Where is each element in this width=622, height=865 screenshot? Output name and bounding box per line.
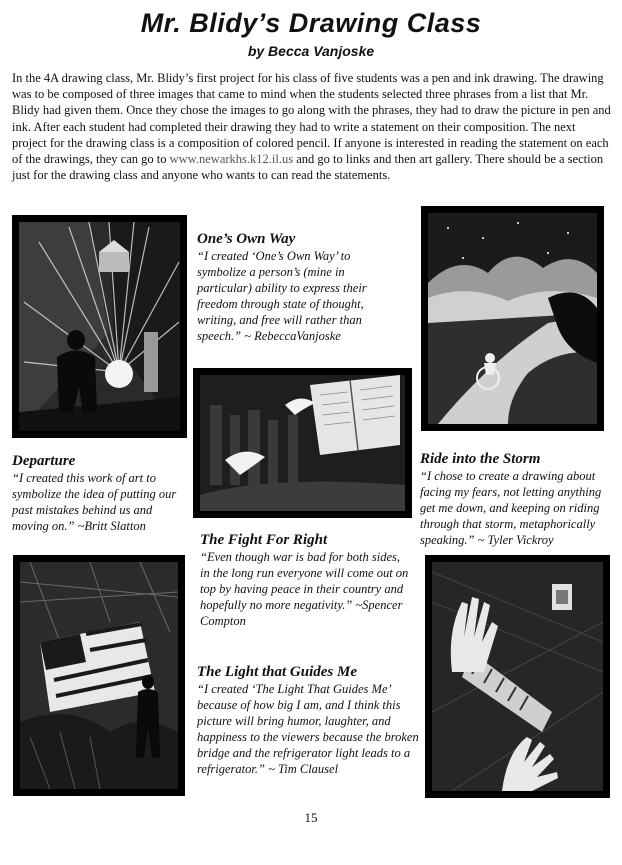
ones-own-way-drawing	[200, 375, 405, 511]
artwork-statement: “Even though war is bad for both sides, in the long run everyone will come out on top by having peace in their country and hopefully no more negativity.” ~Spencer Compton	[200, 550, 409, 628]
byline: by Becca Vanjoske	[247, 43, 375, 59]
artwork-statement: “I created ‘The Light That Guides Me’ because of how big I am, and I think this picture will bring humor, laughter, and happiness to the viewers because the broken bridge and the refrigerator light leads to a refrigerator.” ~ Tim Clausel	[197, 682, 419, 776]
intro-text-before-url: In the 4A drawing class, Mr. Blidy’s first project for his class of five students was a pen and ink drawing. The drawing was to be composed of three images that came to mind when the students selected three phrases from a list that Mr. Blidy had given them. Once they chose the images to go along with the phrases, they had to draw the picture in pen and ink. After each student had completed their drawing they had to write a statement on their composition. The next project for the drawing class is a composition of colored pencil. If anyone is interested in reading the statement on each of the drawings, they can go to	[12, 71, 611, 167]
the-light-that-guides-me-drawing	[432, 562, 603, 791]
artwork-ride-into-the-storm	[421, 206, 604, 431]
intro-paragraph	[12, 70, 612, 183]
artwork-statement: “I chose to create a drawing about facing my fears, not letting anything get me down, and keeping on riding through that storm, metaphorically speaking.” ~ Tyler Vickroy	[420, 469, 602, 547]
page-title: Mr. Blidy’s Drawing Class	[140, 8, 482, 38]
artwork-title: One’s Own Way	[197, 231, 296, 247]
artwork-departure	[12, 215, 187, 438]
caption-the-fight-for-right	[200, 531, 410, 629]
artwork-title: Departure	[12, 453, 76, 469]
caption-ones-own-way	[197, 230, 397, 344]
caption-departure	[12, 452, 192, 534]
artwork-the-light-that-guides-me	[425, 555, 610, 798]
the-fight-for-right-drawing	[20, 562, 178, 789]
artwork-title: Ride into the Storm	[420, 451, 541, 467]
artwork-the-fight-for-right	[13, 555, 185, 796]
gallery-link[interactable]: www.newarkhs.k12.il.us	[169, 152, 294, 167]
artwork-statement: “I created ‘One’s Own Way’ to symbolize a person’s (mine in particular) ability to express their freedom through state of thought, writing, and free will rather than speech.” ~ RebeccaVanjoske	[197, 249, 367, 343]
caption-the-light-that-guides-me	[197, 663, 422, 777]
page-number: 15	[304, 810, 318, 825]
artwork-title: The Fight For Right	[200, 532, 328, 548]
artwork-statement: “I created this work of art to symbolize the idea of putting our past mistakes behind us and moving on.” ~Britt Slatton	[12, 471, 177, 533]
caption-ride-into-the-storm	[420, 450, 610, 548]
artwork-title: The Light that Guides Me	[197, 664, 358, 680]
intro-text-after-url: and go to links and then art gallery. There should be a section just for the drawing class and anyone who wants to can read the statements.	[12, 152, 604, 183]
departure-drawing	[19, 222, 180, 431]
ride-into-the-storm-drawing	[428, 213, 597, 424]
artwork-ones-own-way	[193, 368, 412, 518]
